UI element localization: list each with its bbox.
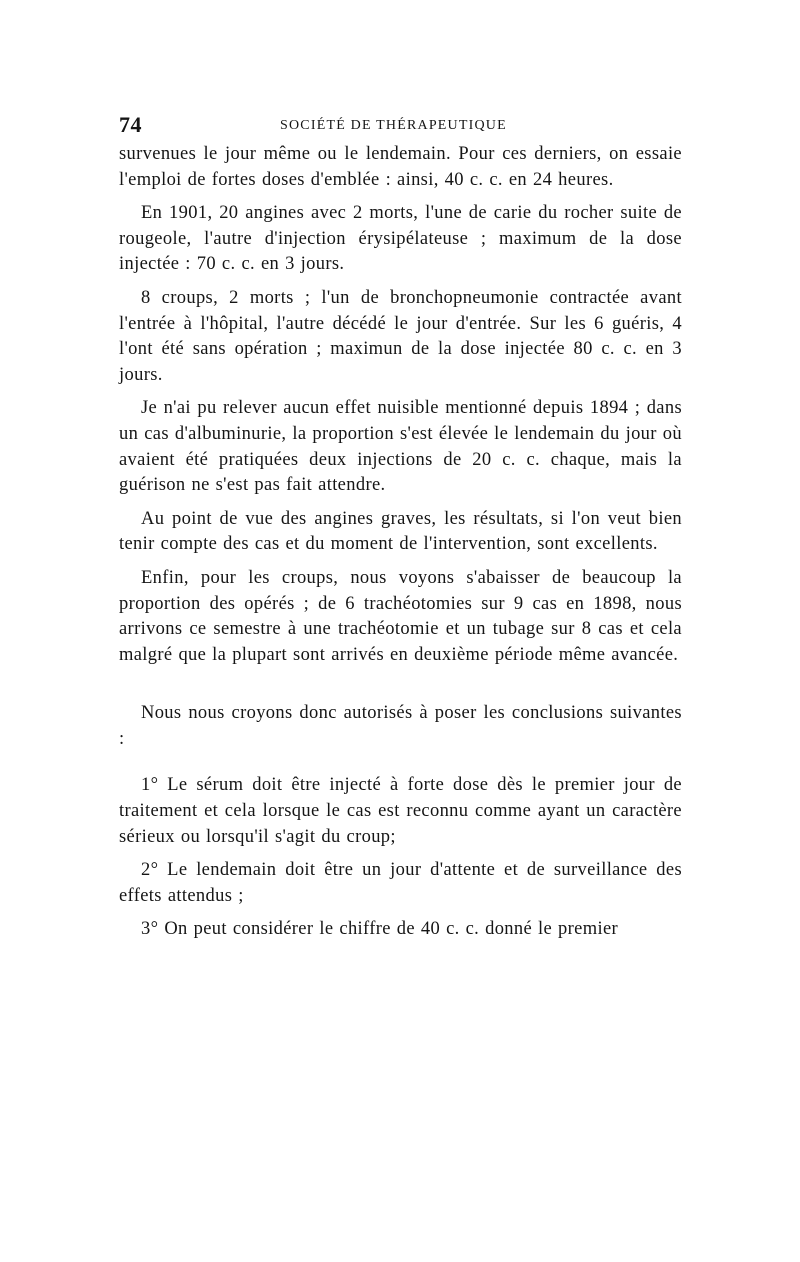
page-number: 74 [119, 112, 142, 137]
paragraph-1901-angines: En 1901, 20 angines avec 2 morts, l'une de carie du rocher suite de rougeole, l'autre d'injection érysipélateuse ; maximum de la dose injectée : 70 c. c. en 3 jours. [119, 203, 682, 275]
paragraph-enfin-croups: Enfin, pour les croups, nous voyons s'abaisser de beaucoup la proportion des opérés ; de 6 trachéotomies sur 9 cas en 1898, nous arrivons ce semestre à une trachéotomie et un tubage sur 8 cas et cela malgré que la plupart sont arrivés en deuxième période même avancée. [119, 567, 682, 665]
paragraph-croups: 8 croups, 2 morts ; l'un de bronchopneumonie contractée avant l'entrée à l'hôpital, l'autre décédé le jour d'entrée. Sur les 6 guéris, 4 l'ont été sans opération ; maximun de la dose injectée 80 c. c. en 3 jours. [119, 287, 682, 385]
paragraph-angines-graves: Au point de vue des angines graves, les résultats, si l'on veut bien tenir compte des cas et du moment de l'intervention, sont excellents. [119, 508, 682, 555]
running-head [119, 112, 682, 142]
body-text [119, 142, 682, 943]
conclusion-item-3: 3° On peut considérer le chiffre de 40 c. c. donné le premier [141, 919, 619, 940]
paragraph-effets-nuisibles: Je n'ai pu relever aucun effet nuisible mentionné depuis 1894 ; dans un cas d'albuminurie, la proportion s'est élevée le lendemain du jour où avaient été pratiquées deux injections de 20 c. c. chaque, mais la guérison ne s'est pas fait attendre. [119, 398, 682, 496]
book-page [119, 112, 682, 943]
journal-title: SOCIÉTÉ DE THÉRAPEUTIQUE [280, 118, 507, 133]
conclusion-item-2: 2° Le lendemain doit être un jour d'attente et de surveillance des effets attendus ; [119, 860, 682, 906]
conclusion-item-1: 1° Le sérum doit être injecté à forte dose dès le premier jour de traitement et cela lorsque le cas est reconnu comme ayant un caractère sérieux ou lorsqu'il s'agit du croup; [119, 775, 682, 847]
paragraph-conclusions-intro: Nous nous croyons donc autorisés à poser les conclusions suivantes : [119, 703, 682, 749]
paragraph-continuation: survenues le jour même ou le lendemain. Pour ces derniers, on essaie l'emploi de fortes doses d'emblée : ainsi, 40 c. c. en 24 heures. [119, 144, 682, 190]
